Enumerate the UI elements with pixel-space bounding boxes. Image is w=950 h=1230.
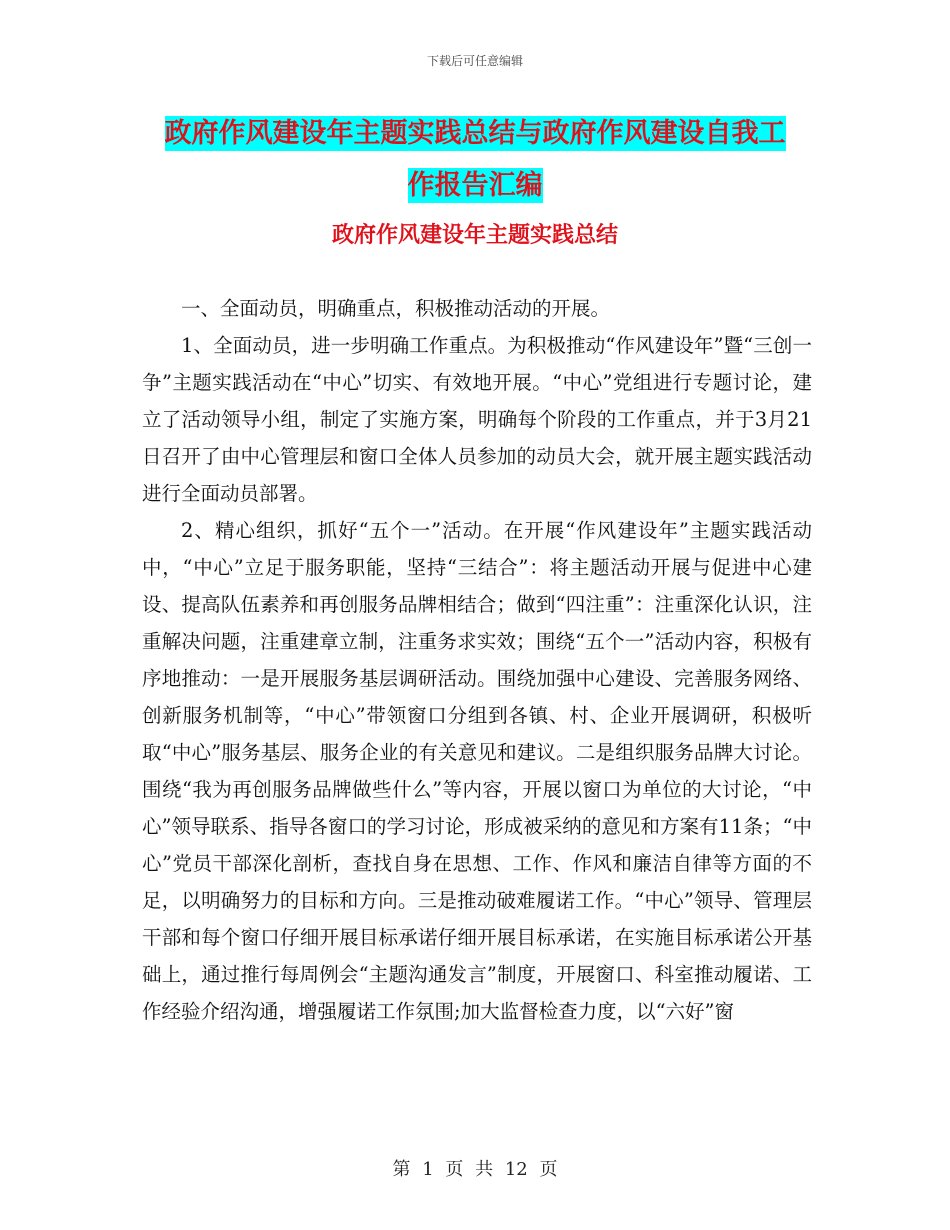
paragraph: 2、精心组织，抓好“五个一”活动。在开展“作风建设年”主题实践活动中，“中心”立足于服务职能，坚持“三结合”：将主题活动开展与促进中心建设、提高队伍素养和再创服务品牌相结合；做到“四注重”：注重深化认识，注重解决问题，注重建章立制，注重务求实效；围绕“五个一”活动内容，积极有序地推动：一是开展服务基层调研活动。围绕加强中心建设、完善服务网络、创新服务机制等，“中心”带领窗口分组到各镇、村、企业开展调研，积极听取“中心”服务基层、服务企业的有关意见和建议。二是组织服务品牌大讨论。围绕“我为再创服务品牌做些什么”等内容，开展以窗口为单位的大讨论，“中心”领导联系、指导各窗口的学习讨论，形成被采纳的意见和方案有11条；“中心”党员干部深化剖析，查找自身在思想、工作、作风和廉洁自律等方面的不足，以明确努力的目标和方向。三是推动破难履诺工作。“中心”领导、管理层干部和每个窗口仔细开展目标承诺仔细开展目标承诺，在实施目标承诺公开基础上，通过推行每周例会“主题沟通发言”制度，开展窗口、科室推动履诺、工作经验介绍沟通，增强履诺工作氛围;加大监督检查力度，以“六好”窗 — [142, 519, 812, 1023]
body-text — [142, 290, 812, 1030]
header-note: 下载后可任意编辑 — [426, 54, 523, 68]
paragraph-heading: 一、全面动员，明确重点，积极推动活动的开展。 — [181, 297, 611, 320]
title-line-1: 政府作风建设年主题实践总结与政府作风建设自我工 — [164, 118, 786, 149]
page-footer: 第 1 页 共 12 页 — [392, 1159, 558, 1180]
section-title: 政府作风建设年主题实践总结 — [331, 222, 618, 248]
title-line-2: 作报告汇编 — [407, 170, 543, 201]
paragraph: 1、全面动员，进一步明确工作重点。为积极推动“作风建设年”暨“三创一争”主题实践活动在“中心”切实、有效地开展。“中心”党组进行专题讨论，建立了活动领导小组，制定了实施方案，明确每个阶段的工作重点，并于3月21日召开了由中心管理层和窗口全体人员参加的动员大会，就开展主题实践活动进行全面动员部署。 — [142, 334, 812, 505]
document-title — [0, 108, 950, 212]
